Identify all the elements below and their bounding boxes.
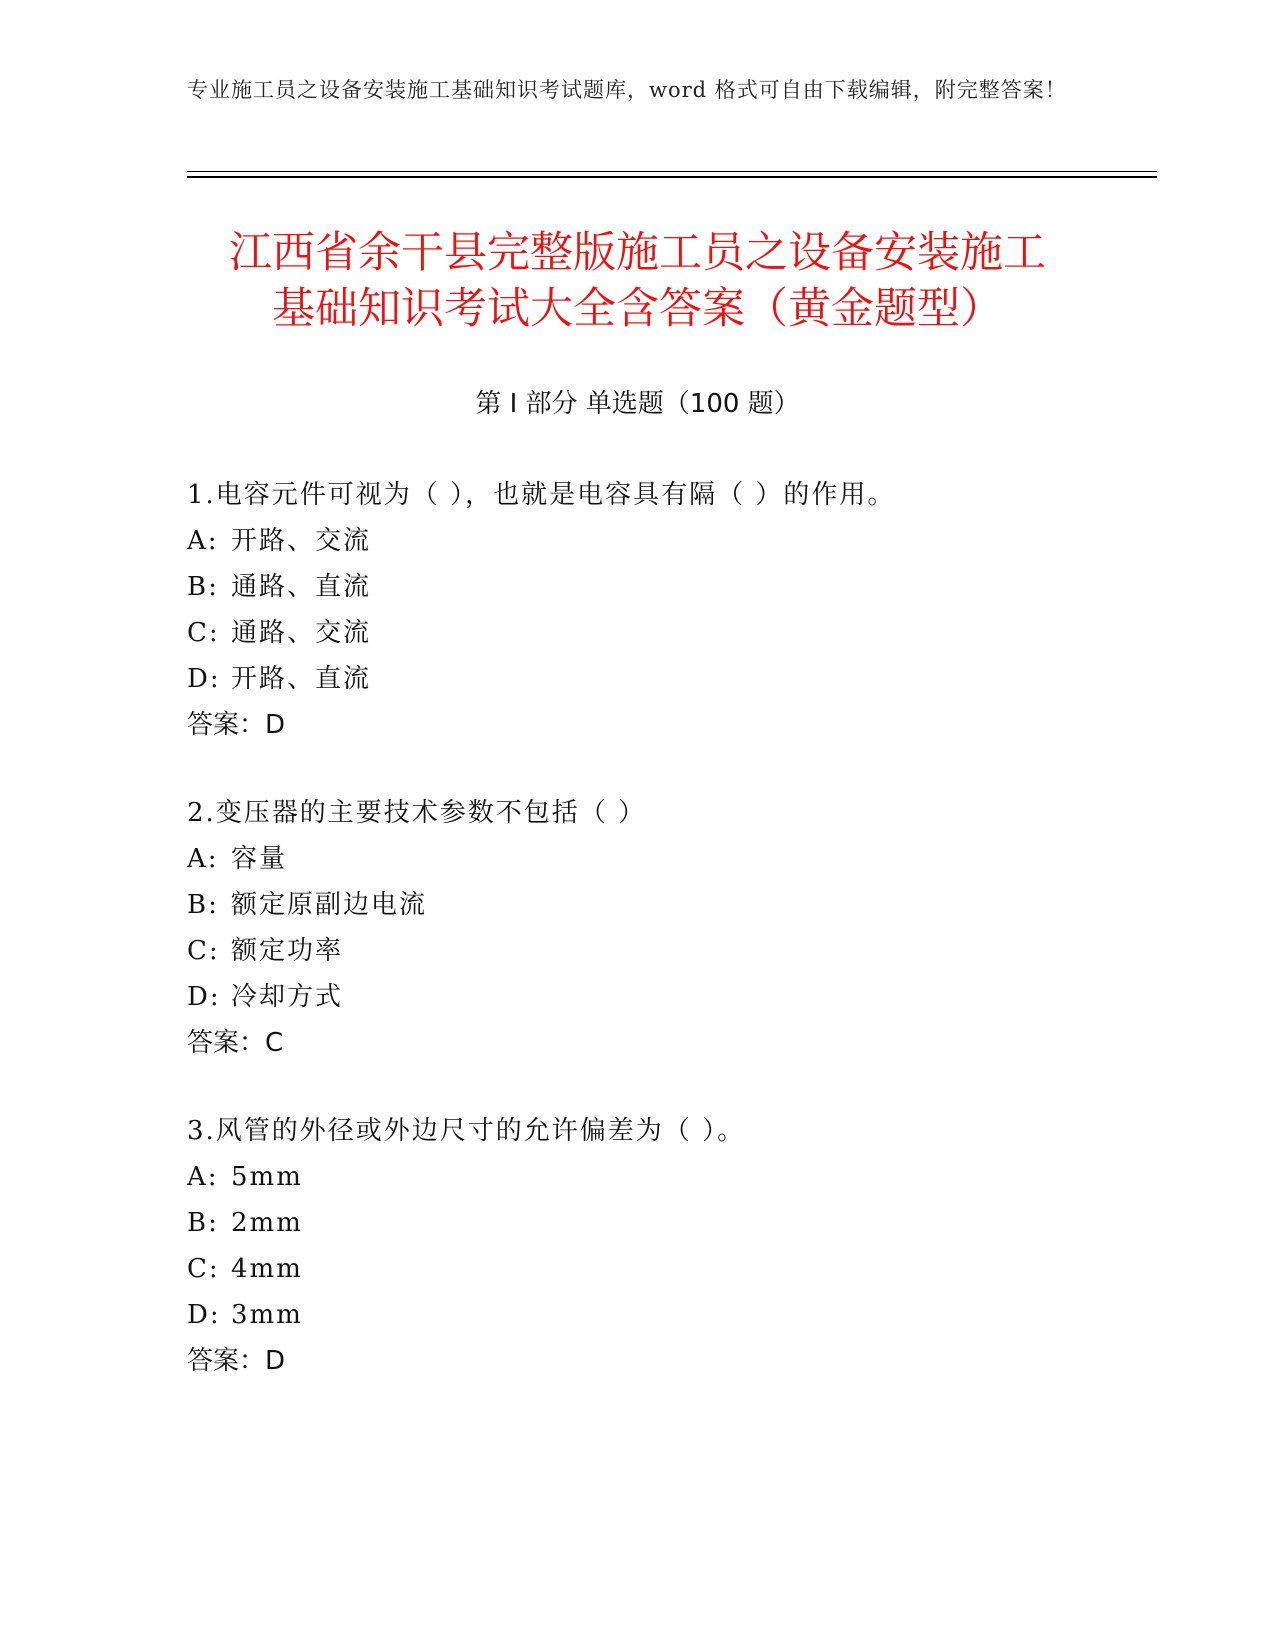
header-rule-thick <box>187 176 1157 178</box>
section-heading: 第 I 部分 单选题（100 题） <box>475 389 800 419</box>
option-c <box>187 610 1187 656</box>
option-key: D: <box>187 982 221 1012</box>
option-text: 额定功率 <box>231 936 344 966</box>
option-text: 容量 <box>231 844 288 874</box>
option-text: 4mm <box>231 1254 303 1284</box>
option-key: D: <box>187 664 221 694</box>
answer-value: C <box>265 1028 284 1058</box>
option-text: 5mm <box>231 1162 303 1192</box>
option-a <box>187 836 1187 882</box>
question-2 <box>187 790 1187 1066</box>
option-text: 通路、直流 <box>231 572 372 602</box>
option-text: 通路、交流 <box>231 618 372 648</box>
option-b <box>187 564 1187 610</box>
question-1 <box>187 472 1187 748</box>
option-text: 开路、交流 <box>231 526 372 556</box>
option-d <box>187 974 1187 1020</box>
option-key: D: <box>187 1300 221 1330</box>
title-line-1: 江西省余干县完整版施工员之设备安装施工 <box>229 228 1046 278</box>
header-note: 专业施工员之设备安装施工基础知识考试题库，word 格式可自由下载编辑，附完整答案！ <box>187 78 1067 102</box>
option-d <box>187 656 1187 702</box>
option-key: B: <box>187 572 219 602</box>
answer-label: 答案： <box>187 1346 266 1376</box>
answer-line <box>187 1338 1187 1384</box>
option-text: 开路、直流 <box>231 664 372 694</box>
title-line-2: 基础知识考试大全含答案（黄金题型） <box>272 284 1003 334</box>
question-stem: 2.变压器的主要技术参数不包括（ ） <box>187 798 647 828</box>
option-text: 3mm <box>231 1300 303 1330</box>
answer-label: 答案： <box>187 1028 266 1058</box>
header-rule-thin <box>187 171 1157 172</box>
option-b <box>187 882 1187 928</box>
answer-value: D <box>265 710 286 740</box>
question-stem: 3.风管的外径或外边尺寸的允许偏差为（ ）。 <box>187 1116 746 1146</box>
option-text: 2mm <box>231 1208 303 1238</box>
answer-label: 答案： <box>187 710 266 740</box>
option-key: B: <box>187 1208 219 1238</box>
option-text: 额定原副边电流 <box>231 890 428 920</box>
option-c <box>187 928 1187 974</box>
option-text: 冷却方式 <box>231 982 344 1012</box>
document-title <box>150 225 1125 337</box>
answer-value: D <box>265 1346 286 1376</box>
option-c <box>187 1246 1187 1292</box>
answer-line <box>187 702 1187 748</box>
option-key: B: <box>187 890 219 920</box>
option-a <box>187 1154 1187 1200</box>
option-key: A: <box>187 844 219 874</box>
option-key: A: <box>187 526 219 556</box>
option-key: C: <box>187 618 220 648</box>
answer-line <box>187 1020 1187 1066</box>
option-key: A: <box>187 1162 219 1192</box>
option-b <box>187 1200 1187 1246</box>
option-key: C: <box>187 936 220 966</box>
question-stem: 1.电容元件可视为（ ），也就是电容具有隔（ ）的作用。 <box>187 480 896 510</box>
option-key: C: <box>187 1254 220 1284</box>
option-d <box>187 1292 1187 1338</box>
option-a <box>187 518 1187 564</box>
question-3 <box>187 1108 1187 1384</box>
